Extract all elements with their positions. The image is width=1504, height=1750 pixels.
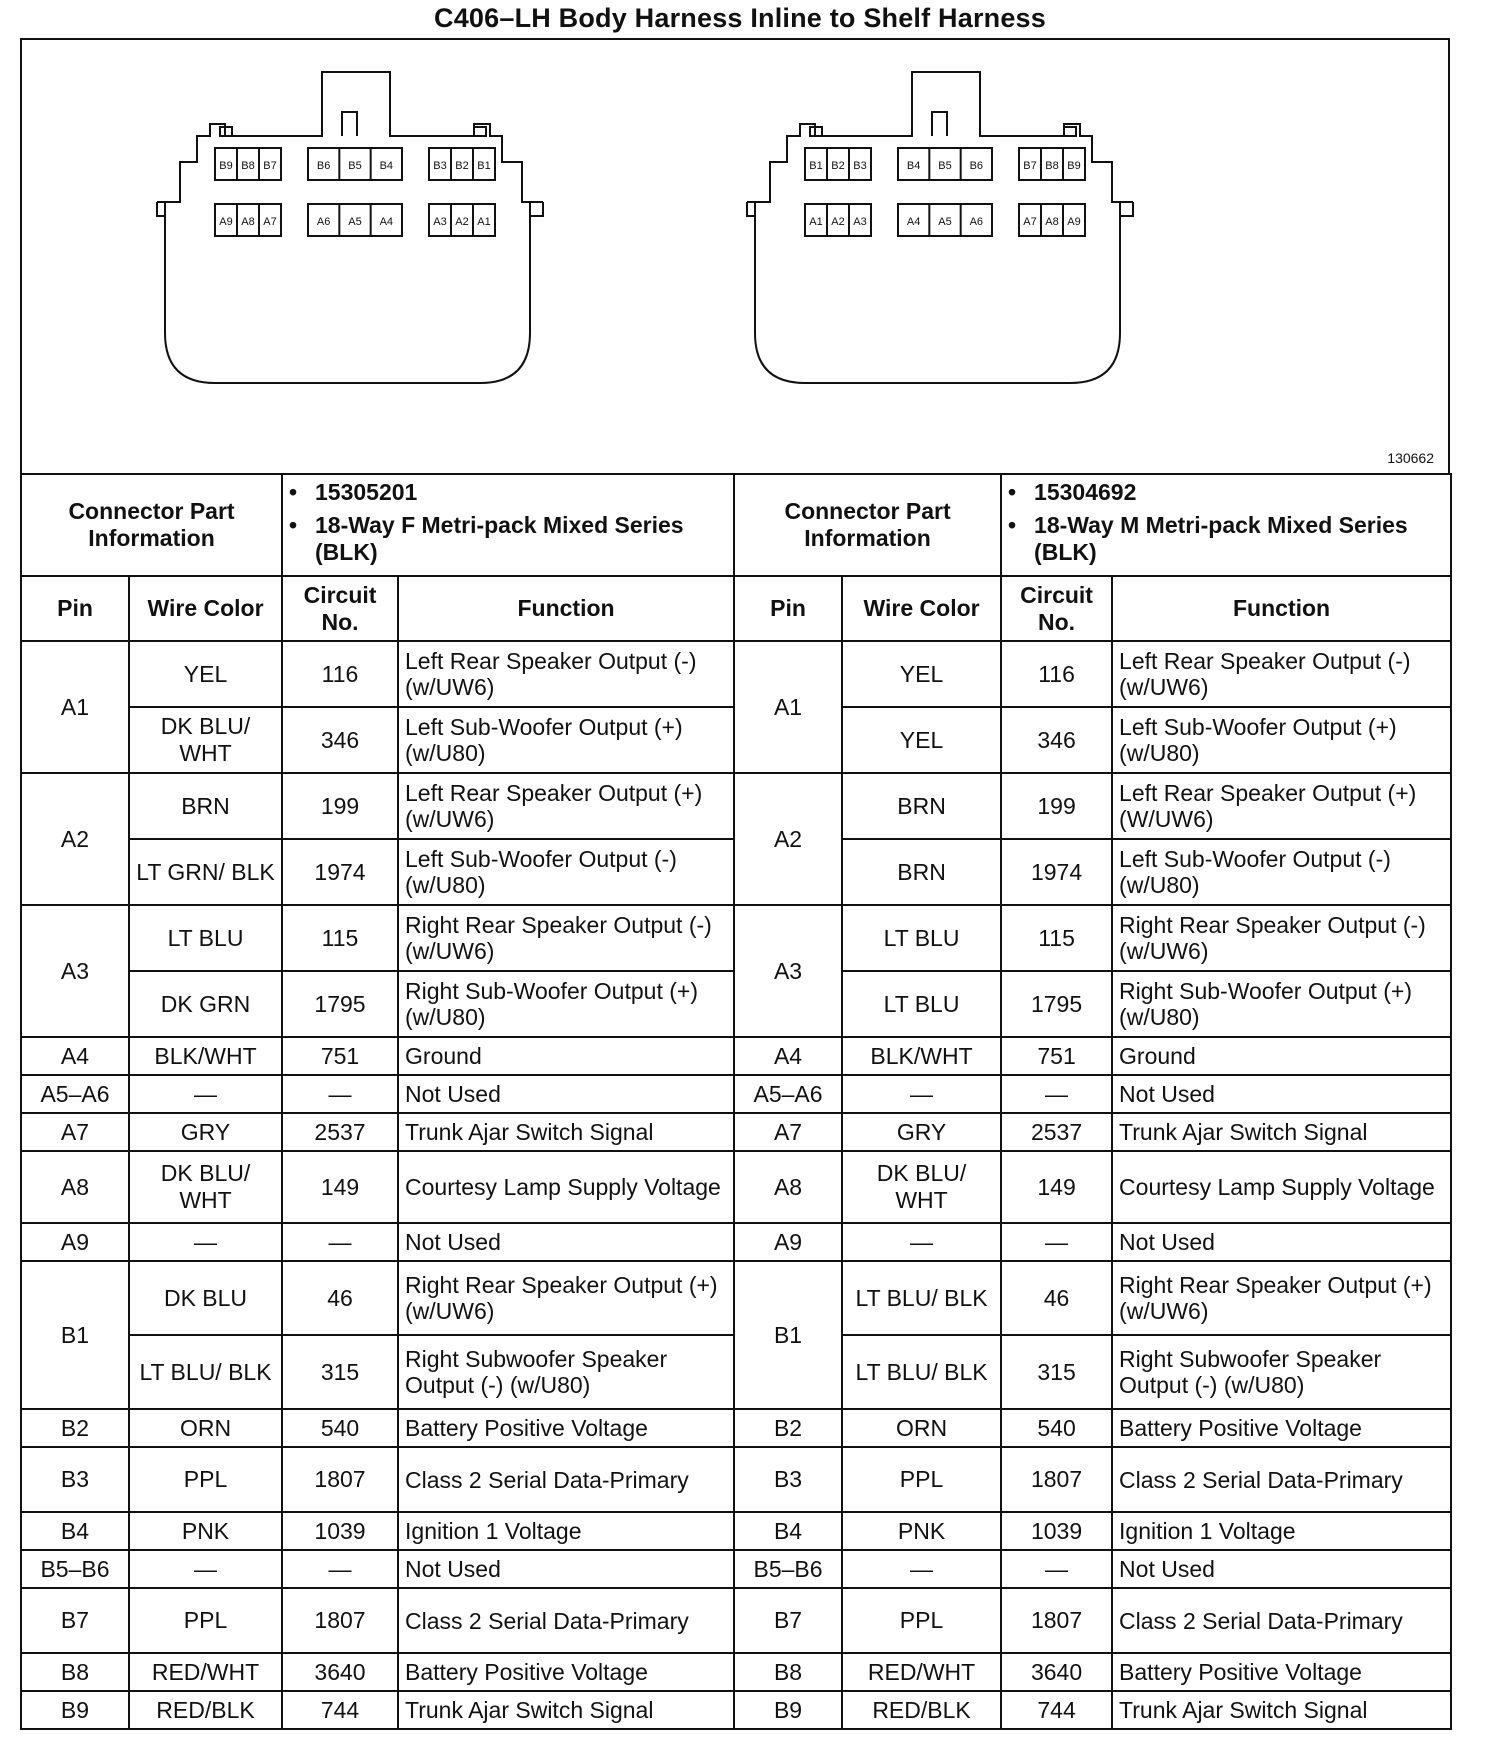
wire-color-cell: RED/WHT [842,1653,1001,1691]
connector-tab [474,127,486,136]
circuit-cell: 46 [1001,1261,1112,1335]
cavity-label: A1 [477,216,491,228]
pin-cell: B5–B6 [734,1550,842,1588]
circuit-cell: — [1001,1550,1112,1588]
cavity-label: B5 [938,160,952,172]
wire-color-cell: RED/BLK [129,1691,282,1729]
pin-cell: B8 [21,1653,129,1691]
wire-color-cell: LT BLU [129,905,282,971]
wire-color-cell: PPL [842,1447,1001,1512]
pin-cell: A9 [734,1223,842,1261]
wire-color-cell: — [129,1075,282,1113]
table-row [21,1261,1451,1335]
connector-part-info-right [1001,474,1451,576]
function-cell: Ignition 1 Voltage [398,1512,734,1550]
wire-color-cell: — [842,1075,1001,1113]
cavity-label: A5 [348,216,362,228]
function-cell: Left Sub-Woofer Output (-) (w/U80) [1112,839,1451,905]
circuit-cell: 540 [282,1409,398,1447]
wire-color-cell: DK BLU/ WHT [842,1151,1001,1223]
pin-cell: A9 [21,1223,129,1261]
wire-color-cell: BRN [129,773,282,839]
wire-color-cell: DK BLU/ WHT [129,1151,282,1223]
cavity-label: B3 [433,160,447,172]
wire-color-cell: RED/BLK [842,1691,1001,1729]
function-cell: Left Rear Speaker Output (+) (w/UW6) [398,773,734,839]
connector-latch [342,112,357,136]
pin-cell: B3 [734,1447,842,1512]
circuit-cell: 2537 [282,1113,398,1151]
cavity-label: A6 [316,216,331,228]
part-number-left: • 15305201 [289,479,727,506]
circuit-cell: 149 [282,1151,398,1223]
circuit-cell: 751 [1001,1037,1112,1075]
pin-cell: B2 [734,1409,842,1447]
function-cell: Class 2 Serial Data-Primary [398,1588,734,1653]
cavity-label: B6 [316,160,331,172]
function-cell: Right Subwoofer Speaker Output (-) (w/U80) [1112,1335,1451,1409]
pin-cell: A7 [21,1113,129,1151]
function-cell: Left Rear Speaker Output (-) (w/UW6) [1112,641,1451,707]
connector-face-views [22,40,1448,474]
pin-cell: B7 [21,1588,129,1653]
cavity-label: A5 [938,216,952,228]
circuit-cell: 744 [282,1691,398,1729]
circuit-cell: 1974 [1001,839,1112,905]
pin-cell: A2 [734,773,842,905]
function-cell: Not Used [398,1075,734,1113]
circuit-cell: 1039 [282,1512,398,1550]
cavity-label: A8 [1045,216,1059,228]
circuit-cell: — [282,1223,398,1261]
pin-cell: A8 [734,1151,842,1223]
page-title: C406–LH Body Harness Inline to Shelf Harness [434,3,1046,33]
figure-number: 130662 [1387,450,1434,466]
cavity-label: A8 [241,216,255,228]
cavity-label: B1 [809,160,823,172]
pin-cell: B1 [734,1261,842,1409]
pin-cell: B3 [21,1447,129,1512]
function-cell: Left Sub-Woofer Output (+) (w/U80) [1112,707,1451,773]
wire-color-cell: — [842,1550,1001,1588]
cavity-label: B2 [455,160,469,172]
col-function-left: Function [398,576,734,641]
table-row [21,641,1451,707]
circuit-cell: 346 [1001,707,1112,773]
cavity-label: B2 [831,160,845,172]
table-row [21,1588,1451,1653]
wire-color-cell: — [129,1223,282,1261]
connector-info-label-left: Connector Part Information [21,474,282,576]
connector-info-row [21,474,1451,576]
wire-color-cell: LT BLU/ BLK [842,1335,1001,1409]
cavity-label: B8 [1045,160,1059,172]
pinout-table [20,473,1452,1730]
table-row [21,1447,1451,1512]
circuit-cell: — [1001,1223,1112,1261]
cavity-label: A9 [219,216,233,228]
cavity-label: A4 [906,216,921,228]
wire-color-cell: ORN [842,1409,1001,1447]
wire-color-cell: PPL [842,1588,1001,1653]
cavity-label: A7 [1023,216,1037,228]
circuit-cell: 115 [282,905,398,971]
circuit-cell: 1795 [1001,971,1112,1037]
table-row [21,1075,1451,1113]
pin-cell: A1 [21,641,129,773]
function-cell: Courtesy Lamp Supply Voltage [1112,1151,1451,1223]
function-cell: Left Rear Speaker Output (-) (w/UW6) [398,641,734,707]
function-cell: Not Used [1112,1075,1451,1113]
function-cell: Left Sub-Woofer Output (-) (w/U80) [398,839,734,905]
pin-cell: B5–B6 [21,1550,129,1588]
connector-part-info-left [282,474,734,576]
wire-color-cell: YEL [842,641,1001,707]
function-cell: Class 2 Serial Data-Primary [1112,1588,1451,1653]
circuit-cell: 315 [1001,1335,1112,1409]
table-row [21,1037,1451,1075]
cavity-label: A4 [379,216,394,228]
function-cell: Class 2 Serial Data-Primary [398,1447,734,1512]
circuit-cell: 116 [282,641,398,707]
circuit-cell: 744 [1001,1691,1112,1729]
col-circuit-right: Circuit No. [1001,576,1112,641]
function-cell: Not Used [398,1550,734,1588]
cavity-label: A2 [831,216,845,228]
wire-color-cell: LT BLU/ BLK [842,1261,1001,1335]
table-row [21,1691,1451,1729]
cavity-label: B5 [348,160,362,172]
circuit-cell: 3640 [1001,1653,1112,1691]
function-cell: Right Rear Speaker Output (+) (w/UW6) [1112,1261,1451,1335]
part-number-right: • 15304692 [1008,479,1444,506]
cavity-label: B7 [1023,160,1037,172]
connector-diagram-panel [20,38,1450,474]
cavity-label: A9 [1067,216,1081,228]
pin-cell: A4 [21,1037,129,1075]
function-cell: Right Subwoofer Speaker Output (-) (w/U80) [398,1335,734,1409]
circuit-cell: 540 [1001,1409,1112,1447]
circuit-cell: 346 [282,707,398,773]
cavity-label: B4 [906,160,921,172]
table-row [21,1409,1451,1447]
col-pin-right: Pin [734,576,842,641]
cavity-label: A3 [433,216,447,228]
wire-color-cell: BLK/WHT [129,1037,282,1075]
cavity-label: B4 [379,160,394,172]
function-cell: Not Used [398,1223,734,1261]
wire-color-cell: GRY [842,1113,1001,1151]
cavity-label: B9 [1067,160,1081,172]
function-cell: Ground [1112,1037,1451,1075]
pin-cell: B9 [734,1691,842,1729]
wire-color-cell: — [842,1223,1001,1261]
table-row [21,773,1451,839]
wire-color-cell: DK BLU/ WHT [129,707,282,773]
connector-tab [1064,127,1076,136]
circuit-cell: 1807 [282,1588,398,1653]
pin-cell: B4 [734,1512,842,1550]
circuit-cell: 46 [282,1261,398,1335]
wire-color-cell: LT GRN/ BLK [129,839,282,905]
column-header-row [21,576,1451,641]
cavity-label: A1 [809,216,823,228]
circuit-cell: 751 [282,1037,398,1075]
function-cell: Courtesy Lamp Supply Voltage [398,1151,734,1223]
col-circuit-left: Circuit No. [282,576,398,641]
circuit-cell: 116 [1001,641,1112,707]
connector-latch [932,112,947,136]
function-cell: Battery Positive Voltage [1112,1653,1451,1691]
connector-type-right: • 18-Way M Metri-pack Mixed Series (BLK) [1008,512,1444,566]
function-cell: Battery Positive Voltage [398,1653,734,1691]
pin-cell: B2 [21,1409,129,1447]
wire-color-cell: RED/WHT [129,1653,282,1691]
pin-cell: A1 [734,641,842,773]
cavity-label: B7 [263,160,277,172]
pin-cell: A2 [21,773,129,905]
pin-cell: B4 [21,1512,129,1550]
circuit-cell: 199 [1001,773,1112,839]
function-cell: Right Rear Speaker Output (+) (w/UW6) [398,1261,734,1335]
function-cell: Class 2 Serial Data-Primary [1112,1447,1451,1512]
cavity-label: B8 [241,160,255,172]
pin-cell: A5–A6 [21,1075,129,1113]
function-cell: Right Sub-Woofer Output (+) (w/U80) [1112,971,1451,1037]
wire-color-cell: YEL [842,707,1001,773]
wire-color-cell: BLK/WHT [842,1037,1001,1075]
function-cell: Right Rear Speaker Output (-) (w/UW6) [1112,905,1451,971]
table-row [21,1512,1451,1550]
col-pin-left: Pin [21,576,129,641]
connector-type-left: • 18-Way F Metri-pack Mixed Series (BLK) [289,512,727,566]
wire-color-cell: BRN [842,839,1001,905]
cavity-label: A6 [969,216,984,228]
cavity-label: B6 [969,160,984,172]
wire-color-cell: PNK [842,1512,1001,1550]
pin-cell: A5–A6 [734,1075,842,1113]
function-cell: Right Sub-Woofer Output (+) (w/U80) [398,971,734,1037]
function-cell: Not Used [1112,1223,1451,1261]
function-cell: Right Rear Speaker Output (-) (w/UW6) [398,905,734,971]
cavity-label: A7 [263,216,277,228]
wire-color-cell: DK BLU [129,1261,282,1335]
pin-cell: A7 [734,1113,842,1151]
circuit-cell: 1039 [1001,1512,1112,1550]
function-cell: Trunk Ajar Switch Signal [398,1113,734,1151]
table-row [21,1113,1451,1151]
wire-color-cell: YEL [129,641,282,707]
col-function-right: Function [1112,576,1451,641]
wire-color-cell: PPL [129,1447,282,1512]
table-row [21,1653,1451,1691]
function-cell: Trunk Ajar Switch Signal [1112,1691,1451,1729]
function-cell: Ground [398,1037,734,1075]
circuit-cell: 199 [282,773,398,839]
circuit-cell: 1795 [282,971,398,1037]
circuit-cell: — [282,1075,398,1113]
pin-cell: B8 [734,1653,842,1691]
function-cell: Battery Positive Voltage [398,1409,734,1447]
table-row [21,1550,1451,1588]
circuit-cell: 1974 [282,839,398,905]
table-row [21,905,1451,971]
pin-cell: A3 [734,905,842,1037]
pin-cell: A3 [21,905,129,1037]
cavity-label: A2 [455,216,469,228]
cavity-label: B9 [219,160,233,172]
function-cell: Left Rear Speaker Output (+) (W/UW6) [1112,773,1451,839]
wire-color-cell: GRY [129,1113,282,1151]
pin-cell: A8 [21,1151,129,1223]
circuit-cell: 1807 [1001,1447,1112,1512]
circuit-cell: — [282,1550,398,1588]
circuit-cell: 149 [1001,1151,1112,1223]
wire-color-cell: LT BLU/ BLK [129,1335,282,1409]
wire-color-cell: DK GRN [129,971,282,1037]
circuit-cell: 1807 [1001,1588,1112,1653]
circuit-cell: 115 [1001,905,1112,971]
function-cell: Left Sub-Woofer Output (+) (w/U80) [398,707,734,773]
cavity-label: B3 [853,160,867,172]
pin-cell: B9 [21,1691,129,1729]
function-cell: Battery Positive Voltage [1112,1409,1451,1447]
circuit-cell: 1807 [282,1447,398,1512]
function-cell: Ignition 1 Voltage [1112,1512,1451,1550]
connector-info-label-right: Connector Part Information [734,474,1001,576]
cavity-label: A3 [853,216,867,228]
wire-color-cell: PPL [129,1588,282,1653]
pin-cell: B7 [734,1588,842,1653]
table-row [21,1223,1451,1261]
wire-color-cell: LT BLU [842,905,1001,971]
wire-color-cell: — [129,1550,282,1588]
wire-color-cell: BRN [842,773,1001,839]
circuit-cell: 315 [282,1335,398,1409]
circuit-cell: 3640 [282,1653,398,1691]
circuit-cell: 2537 [1001,1113,1112,1151]
col-wire-color-left: Wire Color [129,576,282,641]
wire-color-cell: LT BLU [842,971,1001,1037]
cavity-label: B1 [477,160,491,172]
function-cell: Trunk Ajar Switch Signal [1112,1113,1451,1151]
circuit-cell: — [1001,1075,1112,1113]
function-cell: Trunk Ajar Switch Signal [398,1691,734,1729]
col-wire-color-right: Wire Color [842,576,1001,641]
table-row [21,1151,1451,1223]
pin-cell: B1 [21,1261,129,1409]
pin-cell: A4 [734,1037,842,1075]
function-cell: Not Used [1112,1550,1451,1588]
wire-color-cell: ORN [129,1409,282,1447]
wire-color-cell: PNK [129,1512,282,1550]
